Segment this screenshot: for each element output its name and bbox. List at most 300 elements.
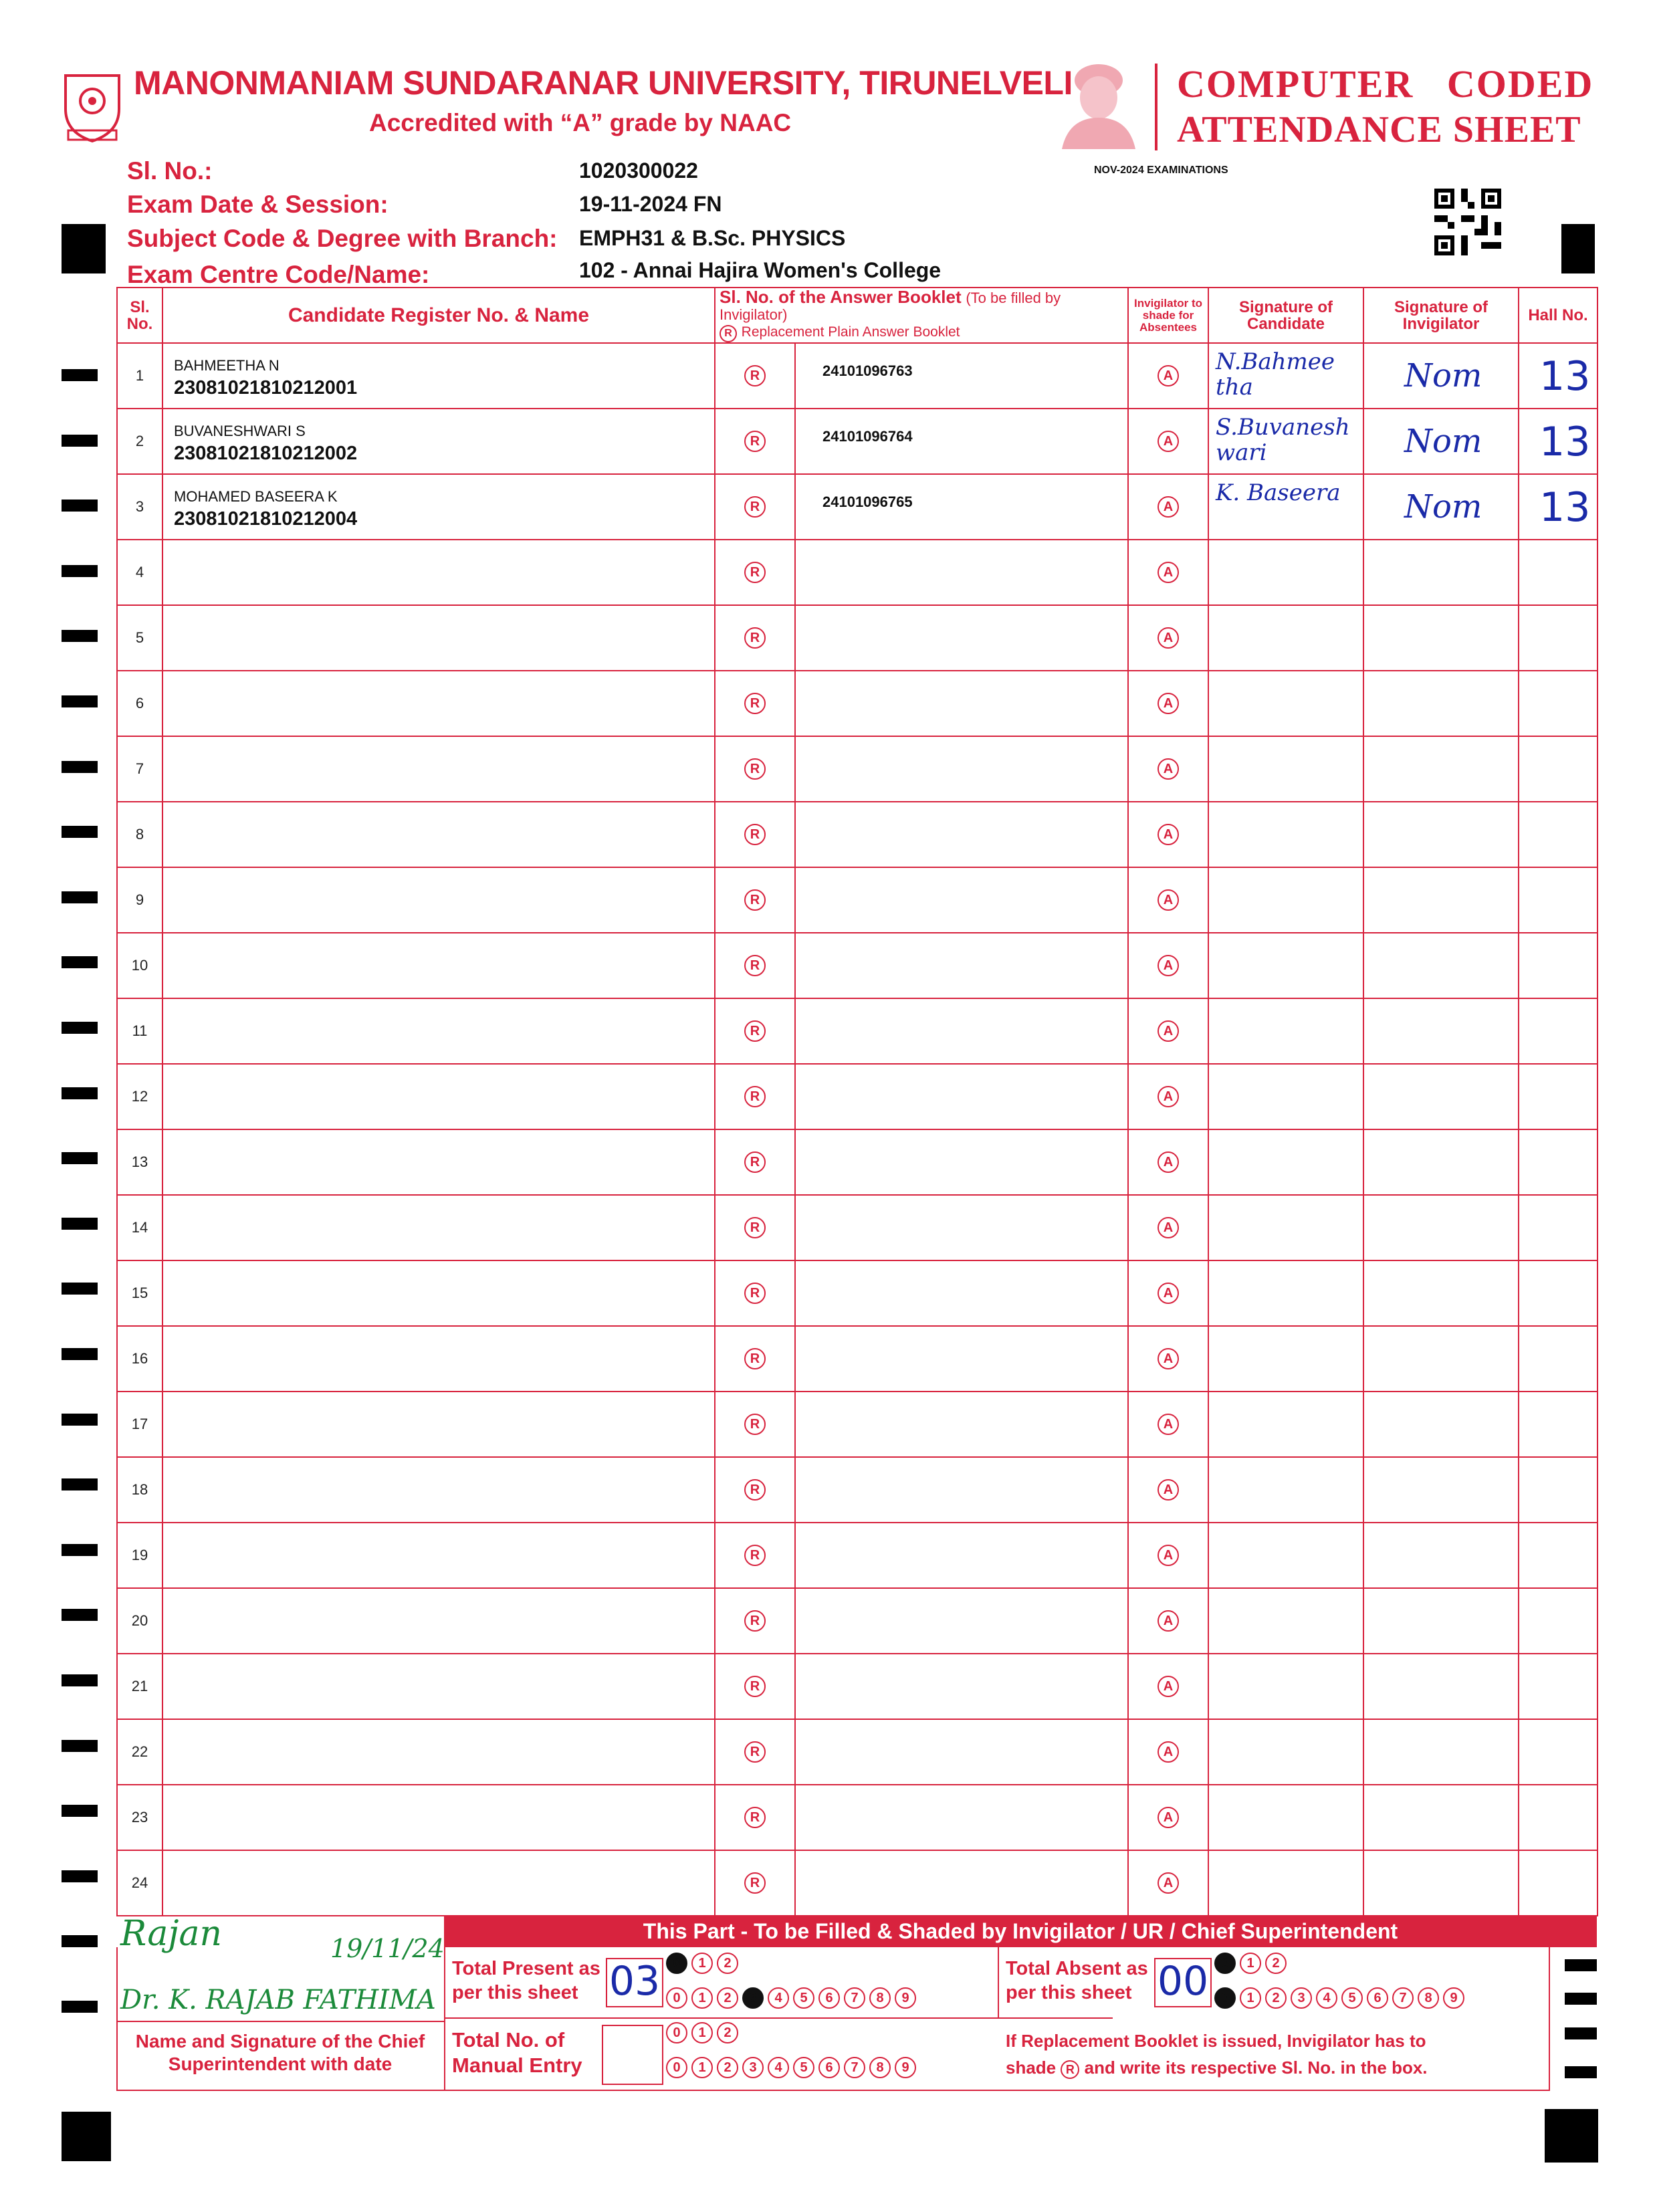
replacement-bubble[interactable]: R — [744, 1151, 766, 1173]
table-row — [117, 1654, 1597, 1719]
absent-bubble[interactable]: A — [1158, 693, 1179, 714]
absent-cell[interactable] — [1128, 474, 1208, 540]
booklet-cell[interactable] — [795, 1719, 1128, 1785]
absent-bubble[interactable]: A — [1158, 1020, 1179, 1042]
booklet-cell[interactable] — [795, 1785, 1128, 1850]
table-row — [117, 1785, 1597, 1850]
absent-bubble[interactable]: A — [1158, 1872, 1179, 1894]
candidate-signature-cell[interactable] — [1208, 736, 1363, 802]
candidate-signature-cell[interactable] — [1208, 1654, 1363, 1719]
replacement-cell[interactable] — [715, 1523, 795, 1588]
absent-bubble[interactable]: A — [1158, 365, 1179, 386]
absent-bubble[interactable]: A — [1158, 1676, 1179, 1697]
attendance-rows — [117, 343, 1597, 1916]
replacement-cell[interactable] — [715, 998, 795, 1064]
absent-bubble[interactable]: A — [1158, 824, 1179, 845]
absent-cell[interactable] — [1128, 1129, 1208, 1195]
timing-mark-left — [62, 1740, 98, 1752]
invigilator-signature-cell[interactable] — [1363, 1785, 1519, 1850]
invigilator-signature-cell[interactable] — [1363, 605, 1519, 671]
replacement-bubble[interactable]: R — [744, 1676, 766, 1697]
candidate-cell — [162, 1588, 715, 1654]
replacement-cell[interactable] — [715, 1260, 795, 1326]
candidate-signature-cell[interactable] — [1208, 1392, 1363, 1457]
timing-mark-left — [62, 695, 98, 707]
sheet-title-line1: COMPUTER CODED — [1177, 62, 1594, 106]
absent-bubble[interactable]: A — [1158, 1479, 1179, 1501]
replacement-cell[interactable] — [715, 1064, 795, 1129]
absent-bubble[interactable]: A — [1158, 955, 1179, 976]
candidate-signature: N.Bahmee tha — [1216, 348, 1335, 401]
digit-bubble[interactable]: 3 — [1291, 1987, 1312, 2009]
booklet-no — [796, 1065, 1127, 1083]
hall-cell[interactable] — [1519, 1129, 1597, 1195]
hall-cell[interactable] — [1519, 474, 1597, 540]
candidate-signature — [1209, 1196, 1363, 1201]
hall-cell[interactable] — [1519, 736, 1597, 802]
booklet-cell[interactable] — [795, 1588, 1128, 1654]
absent-bubble[interactable]: A — [1158, 889, 1179, 911]
candidate-signature-cell[interactable] — [1208, 1326, 1363, 1392]
replacement-cell[interactable] — [715, 343, 795, 409]
candidate-register-no — [163, 1078, 714, 1081]
invigilator-signature-cell[interactable] — [1363, 1129, 1519, 1195]
absent-bubble[interactable]: A — [1158, 1807, 1179, 1828]
absent-bubble[interactable]: A — [1158, 1414, 1179, 1435]
digit-bubble[interactable]: 0 — [1214, 1987, 1236, 2009]
absent-cell[interactable] — [1128, 1719, 1208, 1785]
invigilator-signature-cell[interactable] — [1363, 409, 1519, 474]
booklet-no: 24101096764 — [822, 428, 913, 445]
digit-bubble[interactable]: 4 — [1316, 1987, 1337, 2009]
hall-no — [1519, 737, 1597, 746]
candidate-signature-cell[interactable] — [1208, 1719, 1363, 1785]
booklet-cell[interactable] — [795, 409, 1128, 474]
digit-bubble[interactable]: 0 — [1214, 1953, 1236, 1974]
absent-bubble[interactable]: A — [1158, 1741, 1179, 1763]
digit-bubble[interactable]: 5 — [793, 2057, 814, 2078]
booklet-cell[interactable] — [795, 343, 1128, 409]
digit-bubble[interactable]: 7 — [844, 1987, 865, 2009]
timing-mark-left — [62, 1414, 98, 1426]
candidate-signature-cell[interactable] — [1208, 1588, 1363, 1654]
booklet-no — [796, 1327, 1127, 1345]
replacement-bubble[interactable]: R — [744, 758, 766, 780]
absent-bubble[interactable]: A — [1158, 1545, 1179, 1566]
booklet-cell[interactable] — [795, 1457, 1128, 1523]
digit-bubble[interactable]: 9 — [895, 1987, 916, 2009]
total-present-box[interactable]: 03 — [606, 1958, 663, 2007]
candidate-register-no — [163, 685, 714, 687]
candidate-signature-cell[interactable] — [1208, 343, 1363, 409]
replacement-cell[interactable] — [715, 1850, 795, 1916]
invigilator-signature-cell[interactable] — [1363, 1850, 1519, 1916]
timing-mark-left — [62, 1348, 98, 1360]
timing-mark-left — [62, 1805, 98, 1817]
replacement-bubble[interactable]: R — [744, 1741, 766, 1763]
absent-bubble[interactable]: A — [1158, 1348, 1179, 1369]
replacement-cell[interactable] — [715, 802, 795, 867]
invigilator-signature-cell[interactable] — [1363, 1064, 1519, 1129]
table-row — [117, 1392, 1597, 1457]
candidate-signature-cell[interactable] — [1208, 474, 1363, 540]
absent-bubble[interactable]: A — [1158, 1283, 1179, 1304]
candidate-signature-cell[interactable] — [1208, 1850, 1363, 1916]
replacement-bubble[interactable]: R — [744, 562, 766, 583]
candidate-signature-cell[interactable] — [1208, 867, 1363, 933]
replacement-bubble[interactable]: R — [744, 1807, 766, 1828]
attendance-table — [116, 287, 1598, 1916]
replacement-bubble[interactable]: R — [744, 1020, 766, 1042]
invigilator-signature-cell[interactable] — [1363, 540, 1519, 605]
hall-cell[interactable] — [1519, 671, 1597, 736]
replacement-bubble[interactable]: R — [744, 889, 766, 911]
table-row — [117, 1326, 1597, 1392]
replacement-bubble[interactable]: R — [744, 955, 766, 976]
absent-cell[interactable] — [1128, 802, 1208, 867]
booklet-cell[interactable] — [795, 998, 1128, 1064]
booklet-cell[interactable] — [795, 802, 1128, 867]
digit-bubble[interactable]: 2 — [717, 1987, 738, 2009]
invigilator-signature-cell[interactable] — [1363, 1260, 1519, 1326]
replacement-bubble[interactable]: R — [744, 627, 766, 649]
hall-cell[interactable] — [1519, 998, 1597, 1064]
absent-cell[interactable] — [1128, 540, 1208, 605]
digit-bubble[interactable]: 5 — [793, 1987, 814, 2009]
candidate-cell — [162, 605, 715, 671]
hall-cell[interactable] — [1519, 343, 1597, 409]
candidate-signature — [1209, 1785, 1363, 1791]
digit-bubble[interactable]: 7 — [1392, 1987, 1414, 2009]
digit-bubble[interactable]: 3 — [742, 1987, 764, 2009]
replacement-cell[interactable] — [715, 1785, 795, 1850]
candidate-register-no — [163, 881, 714, 884]
replacement-cell[interactable] — [715, 1195, 795, 1260]
digit-bubble[interactable]: 0 — [666, 1953, 687, 1974]
absent-bubble[interactable]: A — [1158, 1217, 1179, 1238]
candidate-cell — [162, 474, 715, 540]
absent-bubble[interactable]: A — [1158, 496, 1179, 518]
digit-bubble[interactable]: 6 — [818, 2057, 840, 2078]
replacement-bubble[interactable]: R — [744, 1283, 766, 1304]
candidate-signature — [1209, 1327, 1363, 1332]
hall-cell[interactable] — [1519, 1195, 1597, 1260]
candidate-signature — [1209, 1720, 1363, 1725]
absent-bubble[interactable]: A — [1158, 562, 1179, 583]
candidate-register-no: 23081021810212001 — [174, 377, 358, 399]
booklet-cell[interactable] — [795, 671, 1128, 736]
hall-no — [1519, 1720, 1597, 1729]
candidate-signature-cell[interactable] — [1208, 802, 1363, 867]
digit-bubble[interactable]: 7 — [844, 2057, 865, 2078]
booklet-cell[interactable] — [795, 933, 1128, 998]
replacement-bubble[interactable]: R — [744, 824, 766, 845]
digit-bubble[interactable]: 6 — [1367, 1987, 1388, 2009]
invigilator-signature-cell[interactable] — [1363, 1326, 1519, 1392]
candidate-signature-cell[interactable] — [1208, 933, 1363, 998]
replacement-bubble[interactable]: R — [744, 1479, 766, 1501]
hall-no — [1519, 671, 1597, 681]
candidate-signature-cell[interactable] — [1208, 671, 1363, 736]
absent-cell[interactable] — [1128, 1457, 1208, 1523]
replacement-bubble[interactable]: R — [744, 496, 766, 518]
replacement-cell[interactable] — [715, 736, 795, 802]
booklet-cell[interactable] — [795, 1064, 1128, 1129]
digit-bubble[interactable]: 4 — [768, 1987, 789, 2009]
replacement-cell[interactable] — [715, 1588, 795, 1654]
hall-cell[interactable] — [1519, 1457, 1597, 1523]
absent-cell[interactable] — [1128, 1260, 1208, 1326]
replacement-cell[interactable] — [715, 1392, 795, 1457]
invigilator-signature-cell[interactable] — [1363, 933, 1519, 998]
hall-cell[interactable] — [1519, 1392, 1597, 1457]
absent-bubble[interactable]: A — [1158, 627, 1179, 649]
digit-bubble[interactable]: 3 — [742, 2057, 764, 2078]
booklet-cell[interactable] — [795, 605, 1128, 671]
replacement-cell[interactable] — [715, 1654, 795, 1719]
timing-mark-left — [62, 956, 98, 968]
digit-bubble[interactable]: 0 — [666, 1987, 687, 2009]
absent-cell[interactable] — [1128, 1654, 1208, 1719]
total-absent-tens-bubbles — [1214, 1953, 1291, 1974]
invigilator-signature-cell[interactable] — [1363, 343, 1519, 409]
absent-cell[interactable] — [1128, 1392, 1208, 1457]
booklet-cell[interactable] — [795, 1326, 1128, 1392]
replacement-bubble[interactable]: R — [744, 365, 766, 386]
candidate-signature-cell[interactable] — [1208, 1064, 1363, 1129]
absent-cell[interactable] — [1128, 998, 1208, 1064]
candidate-signature-cell[interactable] — [1208, 1195, 1363, 1260]
invigilator-signature-cell[interactable] — [1363, 1523, 1519, 1588]
booklet-cell[interactable] — [795, 1850, 1128, 1916]
absent-cell[interactable] — [1128, 736, 1208, 802]
replacement-cell[interactable] — [715, 474, 795, 540]
row-sl: 9 — [117, 867, 162, 933]
digit-bubble[interactable]: 0 — [666, 2057, 687, 2078]
absent-cell[interactable] — [1128, 671, 1208, 736]
candidate-signature-cell[interactable] — [1208, 998, 1363, 1064]
absent-bubble[interactable]: A — [1158, 758, 1179, 780]
row-sl: 5 — [117, 605, 162, 671]
absent-cell[interactable] — [1128, 1326, 1208, 1392]
digit-bubble[interactable]: 0 — [666, 2022, 687, 2043]
absent-cell[interactable] — [1128, 1588, 1208, 1654]
booklet-no — [796, 1851, 1127, 1870]
candidate-signature-cell[interactable] — [1208, 409, 1363, 474]
candidate-signature — [1209, 1392, 1363, 1398]
replacement-cell[interactable] — [715, 1129, 795, 1195]
candidate-signature-cell[interactable] — [1208, 1785, 1363, 1850]
digit-bubble[interactable]: 9 — [895, 2057, 916, 2078]
digit-bubble[interactable]: 2 — [717, 2057, 738, 2078]
invigilator-signature-cell[interactable] — [1363, 1588, 1519, 1654]
booklet-cell[interactable] — [795, 1260, 1128, 1326]
timing-mark-left — [62, 1152, 98, 1164]
digit-bubble[interactable]: 1 — [1240, 1987, 1261, 2009]
digit-bubble[interactable]: 1 — [691, 2057, 713, 2078]
absent-bubble[interactable]: A — [1158, 1086, 1179, 1107]
replacement-bubble[interactable]: R — [744, 693, 766, 714]
invigilator-signature-cell[interactable] — [1363, 802, 1519, 867]
replacement-bubble[interactable]: R — [744, 1610, 766, 1632]
absent-cell[interactable] — [1128, 1064, 1208, 1129]
replacement-cell[interactable] — [715, 1326, 795, 1392]
absent-bubble[interactable]: A — [1158, 1151, 1179, 1173]
digit-bubble[interactable]: 1 — [1240, 1953, 1261, 1974]
candidate-signature-cell[interactable] — [1208, 1129, 1363, 1195]
invigilator-signature-cell[interactable] — [1363, 1457, 1519, 1523]
founder-portrait-icon — [1055, 59, 1142, 149]
digit-bubble[interactable]: 6 — [818, 1987, 840, 2009]
booklet-cell[interactable] — [795, 867, 1128, 933]
absent-cell[interactable] — [1128, 409, 1208, 474]
replacement-bubble[interactable]: R — [744, 1086, 766, 1107]
exam-batch: NOV-2024 EXAMINATIONS — [1094, 164, 1228, 176]
hall-cell[interactable] — [1519, 1719, 1597, 1785]
hall-cell[interactable] — [1519, 1588, 1597, 1654]
replacement-bubble[interactable]: R — [744, 1217, 766, 1238]
candidate-signature-cell[interactable] — [1208, 605, 1363, 671]
hall-cell[interactable] — [1519, 1785, 1597, 1850]
replacement-bubble[interactable]: R — [744, 431, 766, 452]
candidate-cell — [162, 1326, 715, 1392]
replacement-bubble[interactable]: R — [744, 1545, 766, 1566]
hall-cell[interactable] — [1519, 1326, 1597, 1392]
absent-cell[interactable] — [1128, 605, 1208, 671]
absent-cell[interactable] — [1128, 1850, 1208, 1916]
booklet-cell[interactable] — [795, 540, 1128, 605]
replacement-cell[interactable] — [715, 933, 795, 998]
absent-bubble[interactable]: A — [1158, 431, 1179, 452]
digit-bubble[interactable]: 1 — [691, 1987, 713, 2009]
digit-bubble[interactable]: 8 — [1418, 1987, 1439, 2009]
absent-cell[interactable] — [1128, 867, 1208, 933]
absent-cell[interactable] — [1128, 1195, 1208, 1260]
candidate-signature-cell[interactable] — [1208, 1523, 1363, 1588]
invigilator-signature-cell[interactable] — [1363, 736, 1519, 802]
digit-bubble[interactable]: 4 — [768, 2057, 789, 2078]
replacement-cell[interactable] — [715, 867, 795, 933]
digit-bubble[interactable]: 9 — [1443, 1987, 1464, 2009]
invigilator-signature-cell[interactable] — [1363, 1195, 1519, 1260]
timing-mark-left — [62, 1870, 98, 1882]
col-sl-header: Sl. No. — [117, 288, 162, 343]
digit-bubble[interactable]: 5 — [1341, 1987, 1363, 2009]
digit-bubble[interactable]: 1 — [691, 1953, 713, 1974]
invigilator-signature-cell[interactable] — [1363, 671, 1519, 736]
digit-bubble[interactable]: 2 — [717, 1953, 738, 1974]
hall-cell[interactable] — [1519, 1654, 1597, 1719]
digit-bubble[interactable]: 2 — [1265, 1987, 1287, 2009]
hall-cell[interactable] — [1519, 1523, 1597, 1588]
invigilator-signature-cell[interactable] — [1363, 1392, 1519, 1457]
replacement-cell[interactable] — [715, 1719, 795, 1785]
row-sl: 6 — [117, 671, 162, 736]
table-row — [117, 605, 1597, 671]
invigilator-signature-cell[interactable] — [1363, 998, 1519, 1064]
manual-entry-box[interactable] — [602, 2025, 663, 2085]
candidate-name — [163, 1261, 714, 1275]
candidate-name: BUVANESHWARI S — [174, 423, 306, 440]
candidate-name — [163, 737, 714, 750]
hall-no — [1519, 1458, 1597, 1467]
candidate-name — [163, 999, 714, 1012]
booklet-cell[interactable] — [795, 736, 1128, 802]
hall-no: 13 — [1539, 484, 1591, 532]
candidate-signature — [1209, 606, 1363, 611]
candidate-signature-cell[interactable] — [1208, 1260, 1363, 1326]
absent-bubble[interactable]: A — [1158, 1610, 1179, 1632]
invigilator-signature-cell[interactable] — [1363, 474, 1519, 540]
replacement-cell[interactable] — [715, 671, 795, 736]
candidate-register-no — [163, 1340, 714, 1343]
hall-cell[interactable] — [1519, 802, 1597, 867]
digit-bubble[interactable]: 2 — [1265, 1953, 1287, 1974]
hall-cell[interactable] — [1519, 605, 1597, 671]
invigilator-signature-cell[interactable] — [1363, 1654, 1519, 1719]
booklet-cell[interactable] — [795, 1129, 1128, 1195]
total-present-tens-bubbles — [666, 1953, 742, 1974]
digit-bubble[interactable]: 2 — [717, 2022, 738, 2043]
digit-bubble[interactable]: 8 — [869, 1987, 891, 2009]
total-absent-box[interactable]: 00 — [1154, 1958, 1212, 2007]
invigilator-signature-cell[interactable] — [1363, 867, 1519, 933]
table-row — [117, 933, 1597, 998]
hall-cell[interactable] — [1519, 867, 1597, 933]
candidate-cell — [162, 1064, 715, 1129]
replacement-bubble[interactable]: R — [744, 1348, 766, 1369]
hall-cell[interactable] — [1519, 1850, 1597, 1916]
booklet-no — [796, 802, 1127, 821]
digit-bubble[interactable]: 8 — [869, 2057, 891, 2078]
row-sl: 22 — [117, 1719, 162, 1785]
replacement-cell[interactable] — [715, 409, 795, 474]
replacement-cell[interactable] — [715, 605, 795, 671]
digit-bubble[interactable]: 1 — [691, 2022, 713, 2043]
hall-cell[interactable] — [1519, 540, 1597, 605]
replacement-cell[interactable] — [715, 1457, 795, 1523]
booklet-cell[interactable] — [795, 1392, 1128, 1457]
candidate-signature-cell[interactable] — [1208, 540, 1363, 605]
replacement-bubble[interactable]: R — [744, 1872, 766, 1894]
hall-cell[interactable] — [1519, 1260, 1597, 1326]
replacement-symbol-icon: R — [720, 325, 737, 342]
candidate-signature — [1209, 1589, 1363, 1594]
booklet-cell[interactable] — [795, 1654, 1128, 1719]
absent-cell[interactable] — [1128, 933, 1208, 998]
booklet-no — [796, 999, 1127, 1018]
replacement-cell[interactable] — [715, 540, 795, 605]
university-crest-icon — [59, 69, 126, 146]
absent-cell[interactable] — [1128, 1523, 1208, 1588]
replacement-note-text: If Replacement Booklet is issued, Invigilator has to shade — [1006, 2031, 1426, 2078]
hall-cell[interactable] — [1519, 409, 1597, 474]
booklet-cell[interactable] — [795, 1523, 1128, 1588]
candidate-signature — [1209, 868, 1363, 873]
replacement-bubble[interactable]: R — [744, 1414, 766, 1435]
manual-entry-units-bubbles — [666, 2057, 920, 2078]
candidate-register-no — [163, 1537, 714, 1539]
hall-cell[interactable] — [1519, 1064, 1597, 1129]
candidate-signature-cell[interactable] — [1208, 1457, 1363, 1523]
invigilator-signature-cell[interactable] — [1363, 1719, 1519, 1785]
absent-cell[interactable] — [1128, 343, 1208, 409]
booklet-cell[interactable] — [795, 1195, 1128, 1260]
hall-cell[interactable] — [1519, 933, 1597, 998]
booklet-cell[interactable] — [795, 474, 1128, 540]
timing-mark-left — [62, 1087, 98, 1099]
absent-cell[interactable] — [1128, 1785, 1208, 1850]
